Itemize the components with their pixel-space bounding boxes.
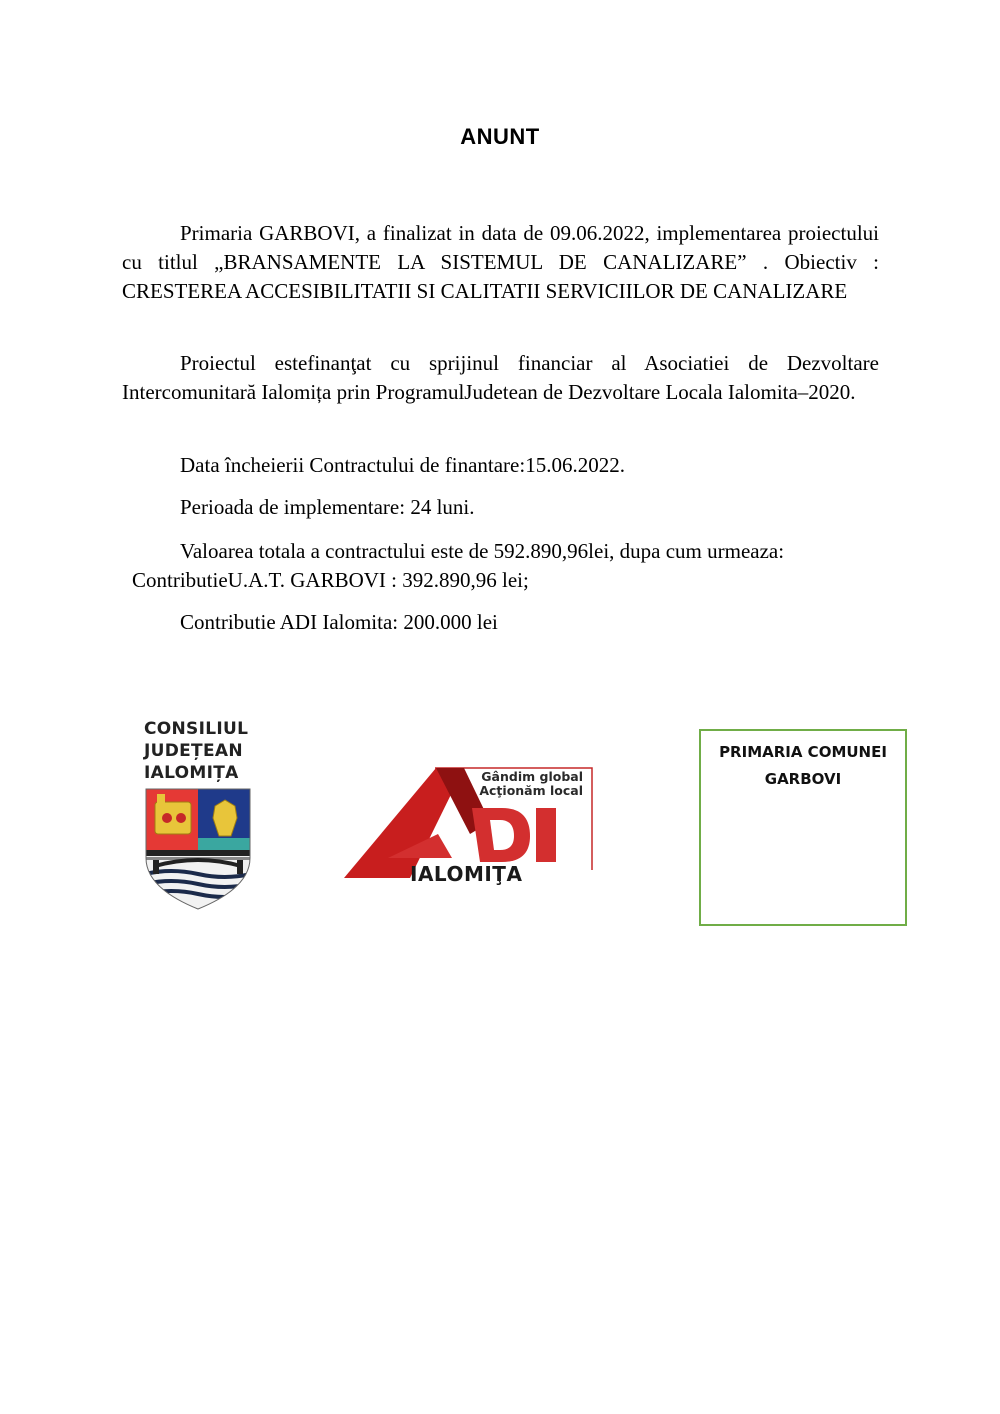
adi-ialomita-logo	[340, 762, 595, 887]
coat-of-arms-icon	[145, 788, 251, 910]
consiliu-line2: JUDEȚEAN	[144, 741, 243, 761]
paragraph-uat-contribution: ContributieU.A.T. GARBOVI : 392.890,96 lei;	[132, 568, 529, 592]
paragraph-adi-contribution: Contributie ADI Ialomita: 200.000 lei	[180, 610, 498, 634]
adi-slogan-line1: Gândim global	[481, 769, 583, 784]
adi-slogan-line2: Acţionăm local	[479, 783, 583, 798]
paragraph-contract-date: Data încheierii Contractului de finantare:15.06.2022.	[180, 453, 625, 477]
paragraph-implementation-period: Perioada de implementare: 24 luni.	[180, 495, 475, 519]
document-title: ANUNT	[460, 124, 540, 149]
paragraph-total-value: Valoarea totala a contractului este de 592.890,96lei, dupa cum urmeaza:	[180, 539, 785, 563]
consiliu-line1: CONSILIUL	[144, 719, 249, 739]
primaria-stamp-box	[699, 729, 907, 926]
consiliul-judetean-logo	[140, 718, 255, 913]
paragraph-project-completion: Primaria GARBOVI, a finalizat in data de 09.06.2022, implementarea proiectului cu titlul „BRANSAMENTE LA SISTEMUL DE CANALIZARE” . Obiectiv : CRESTEREA ACCESIBILITATII SI CALITATII SERVICIILOR DE CANALIZARE	[122, 221, 879, 303]
adi-name: IALOMIŢA	[410, 862, 523, 886]
stamp-line2: GARBOVI	[764, 770, 842, 788]
paragraph-financing: Proiectul estefinanţat cu sprijinul financiar al Asociatiei de Dezvoltare Intercomunitară Ialomița prin ProgramulJudetean de Dezvoltare Locala Ialomita–2020.	[122, 351, 879, 404]
stamp-line1: PRIMARIA COMUNEI	[719, 743, 887, 761]
consiliu-line3: IALOMIȚA	[144, 763, 239, 783]
